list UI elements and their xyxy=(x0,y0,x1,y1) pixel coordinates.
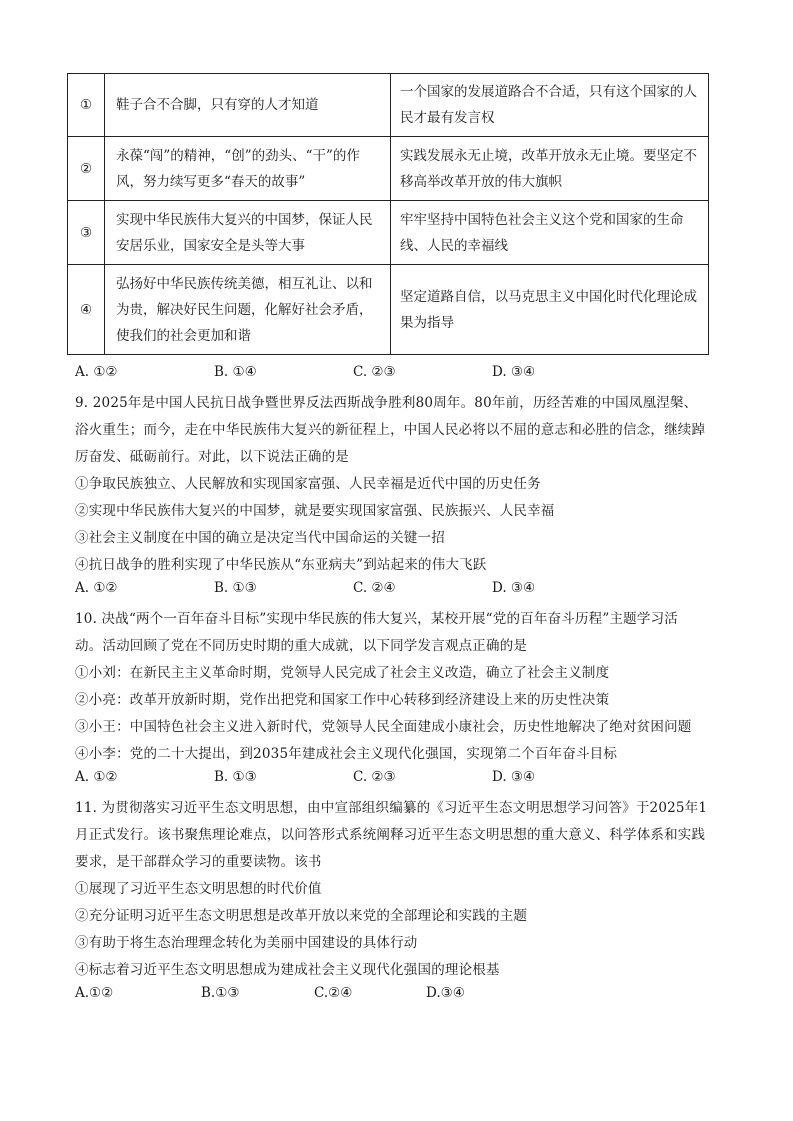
q11-stem-line: 11. 为贯彻落实习近平生态文明思想，由中宣部组织编纂的《习近平生态文明思想学习问答》于2025年1 xyxy=(75,800,708,816)
q10-item: ①小刘：在新民主主义革命时期，党领导人民完成了社会主义改造，确立了社会主义制度 xyxy=(75,665,610,681)
table-row xyxy=(68,265,709,355)
q11-item: ①展现了习近平生态文明思想的时代价值 xyxy=(75,881,322,897)
option-b[interactable]: B. ①③ xyxy=(214,769,257,785)
q9-stem-line: 厉奋发、砥砺前行。对此，以下说法正确的是 xyxy=(75,449,349,465)
q11-item: ④标志着习近平生态文明思想成为建成社会主义现代化强国的理论根基 xyxy=(75,962,500,978)
row-number: ④ xyxy=(68,265,105,355)
row-left-text: 永葆“闯”的精神，“创”的劲头、“干”的作风，努力续写更多“春天的故事” xyxy=(105,137,391,201)
q11-stem-line: 要求，是干部群众学习的重要读物。该书 xyxy=(75,854,322,870)
row-number: ① xyxy=(68,74,105,137)
option-a[interactable]: A. ①② xyxy=(75,580,118,596)
option-b[interactable]: B. ①③ xyxy=(214,580,257,596)
option-b[interactable]: B.①③ xyxy=(201,985,240,1001)
row-left-text: 弘扬好中华民族传统美德，相互礼让、以和为贵，解决好民生问题，化解好社会矛盾，使我们的社会更加和谐 xyxy=(105,265,391,355)
row-right-text: 坚定道路自信，以马克思主义中国化时代化理论成果为指导 xyxy=(391,265,709,355)
row-right-text: 实践发展永无止境，改革开放永无止境。要坚定不移高举改革开放的伟大旗帜 xyxy=(391,137,709,201)
option-a[interactable]: A. ①② xyxy=(75,769,118,785)
option-c[interactable]: C. ②③ xyxy=(353,769,396,785)
q9-item: ①争取民族独立、人民解放和实现国家富强、人民幸福是近代中国的历史任务 xyxy=(75,476,541,492)
option-c[interactable]: C. ②④ xyxy=(353,580,396,596)
option-c[interactable]: C.②④ xyxy=(314,985,353,1001)
q11-item: ②充分证明习近平生态文明思想是改革开放以来党的全部理论和实践的主题 xyxy=(75,908,528,924)
option-c[interactable]: C. ②③ xyxy=(353,364,396,380)
table-row xyxy=(68,137,709,201)
q9-stem-line: 浴火重生；而今，走在中华民族伟大复兴的新征程上，中国人民必将以不屈的意志和必胜的信念，继续踔 xyxy=(75,422,706,438)
q11-item: ③有助于将生态治理理念转化为美丽中国建设的具体行动 xyxy=(75,935,418,951)
q9-stem-line: 9. 2025年是中国人民抗日战争暨世界反法西斯战争胜利80周年。80年前，历经苦难的中国凤凰涅槃、 xyxy=(75,395,698,411)
q10-stem-line: 动。活动回顾了党在不同历史时期的重大成就，以下同学发言观点正确的是 xyxy=(75,638,528,654)
table-row xyxy=(68,201,709,265)
table-row xyxy=(68,74,709,137)
row-left-text: 鞋子合不合脚，只有穿的人才知道 xyxy=(105,74,391,137)
option-b[interactable]: B. ①④ xyxy=(214,364,257,380)
q10-item: ④小李：党的二十大提出，到2035年建成社会主义现代化强国，实现第二个百年奋斗目标 xyxy=(75,746,618,762)
q11-stem-line: 月正式发行。该书聚焦理论难点，以问答形式系统阐释习近平生态文明思想的重大意义、科学体系和实践 xyxy=(75,827,706,843)
q10-item: ③小王：中国特色社会主义进入新时代，党领导人民全面建成小康社会，历史性地解决了绝对贫困问题 xyxy=(75,719,692,735)
q9-item: ②实现中华民族伟大复兴的中国梦，就是要实现国家富强、民族振兴、人民幸福 xyxy=(75,503,555,519)
option-d[interactable]: D.③④ xyxy=(426,985,465,1001)
option-d[interactable]: D. ③④ xyxy=(492,580,536,596)
q9-item: ④抗日战争的胜利实现了中华民族从“东亚病夫”到站起来的伟大飞跃 xyxy=(75,557,487,573)
option-a[interactable]: A. ①② xyxy=(75,364,118,380)
option-a[interactable]: A.①② xyxy=(75,985,114,1001)
q9-item: ③社会主义制度在中国的确立是决定当代中国命运的关键一招 xyxy=(75,530,445,546)
row-number: ③ xyxy=(68,201,105,265)
row-right-text: 一个国家的发展道路合不合适，只有这个国家的人民才最有发言权 xyxy=(391,74,709,137)
row-left-text: 实现中华民族伟大复兴的中国梦，保证人民安居乐业，国家安全是头等大事 xyxy=(105,201,391,265)
option-d[interactable]: D. ③④ xyxy=(492,769,536,785)
q10-stem-line: 10. 决战“两个一百年奋斗目标”实现中华民族的伟大复兴，某校开展“党的百年奋斗历程”主题学习活 xyxy=(75,611,678,627)
row-right-text: 牢牢坚持中国特色社会主义这个党和国家的生命线、人民的幸福线 xyxy=(391,201,709,265)
row-number: ② xyxy=(68,137,105,201)
comparison-table xyxy=(67,73,709,355)
option-d[interactable]: D. ③④ xyxy=(492,364,536,380)
q10-item: ②小亮：改革开放新时期，党作出把党和国家工作中心转移到经济建设上来的历史性决策 xyxy=(75,692,610,708)
